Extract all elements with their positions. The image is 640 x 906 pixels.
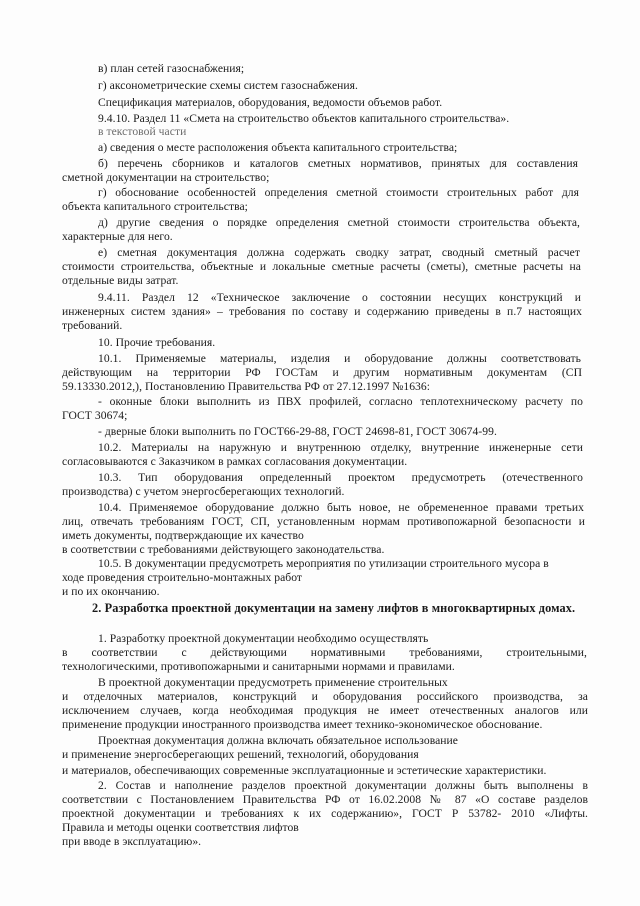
text-line: 10. Прочие требования.	[98, 336, 216, 349]
text-line: 10.1. Применяемые материалы, изделия и оборудование должны соответствовать	[98, 352, 581, 365]
text-line: 2. Состав и наполнение разделов проектной документации должны быть выполнены в	[98, 779, 588, 792]
text-line: 1. Разработку проектной документации необходимо осуществлять	[98, 632, 429, 645]
text-line: и материалов, обеспечивающих современные эксплуатационные и эстетические характеристики.	[62, 764, 547, 777]
text-line: 9.4.11. Раздел 12 «Техническое заключение о состоянии несущих конструкций и	[98, 291, 581, 304]
text-line: а) сведения о месте расположения объекта капитального строительства;	[98, 141, 458, 154]
text-line: и по их окончанию.	[62, 585, 160, 598]
text-line: технологическими, противопожарными и санитарными нормами и правилами.	[62, 660, 455, 673]
text-line: Спецификация материалов, оборудования, ведомости объемов работ.	[98, 96, 443, 109]
text-line: требований.	[62, 319, 123, 332]
text-line: е) сметная документация должна содержать сводку затрат, сводный сметный расчет	[98, 246, 580, 259]
text-line: г) аксонометрические схемы систем газоснабжения.	[98, 79, 358, 92]
text-line: исключением случаев, когда необходимая продукция не имеет отечественных аналогов или	[62, 704, 588, 717]
text-line: отдельные виды затрат.	[62, 274, 179, 287]
text-line: В проектной документации предусмотреть применение строительных	[98, 676, 448, 689]
text-line: 10.4. Применяемое оборудование должно быть новое, не обремененное правами третьих	[98, 501, 584, 514]
text-line: 59.13330.2012,), Постановлению Правительства РФ от 27.12.1997 №1636:	[62, 380, 431, 393]
text-line: стоимости строительства, объектные и локальные сметные расчеты (сметы), сметные расчеты на	[62, 260, 581, 273]
text-line: действующим на территории РФ ГОСТам и другим нормативным документам (СП	[62, 366, 582, 379]
text-line: д) другие сведения о порядке определения сметной стоимости строительства объекта,	[98, 216, 580, 229]
text-line: иметь документы, подтверждающие их качество	[62, 529, 304, 542]
text-line: ходе проведения строительно-монтажных работ	[62, 571, 303, 584]
text-line: в текстовой части	[98, 125, 187, 138]
text-line: ГОСТ 30674;	[62, 409, 128, 422]
text-line: соответствии с Постановлением Правительства РФ от 16.02.2008 № 87 «О составе разделов	[62, 793, 588, 806]
section-heading: 2. Разработка проектной документации на замену лифтов в многоквартирных домах.	[92, 601, 576, 615]
text-line: согласовываются с Заказчиком в рамках согласования документации.	[62, 455, 408, 468]
text-line: - оконные блоки выполнить из ПВХ профилей, согласно теплотехническому расчету по	[98, 395, 583, 408]
text-line: при вводе в эксплуатацию».	[62, 835, 202, 848]
text-line: характерные для него.	[62, 230, 173, 243]
text-line: в соответствии с действующими нормативными требованиями, строительными,	[62, 646, 587, 659]
text-line: г) обоснование особенностей определения сметной стоимости строительных работ для	[98, 186, 579, 199]
text-line: 10.3. Тип оборудования определенный проектом предусмотреть (отечественного	[98, 471, 583, 484]
text-line: лиц, отвечать требованиям ГОСТ, СП, установленным нормам противопожарной безопасности и	[62, 515, 585, 528]
text-line: - дверные блоки выполнить по ГОСТ66-29-88, ГОСТ 24698-81, ГОСТ 30674-99.	[98, 425, 497, 438]
text-line: сметной документации на строительство;	[62, 171, 270, 184]
text-line: 9.4.10. Раздел 11 «Смета на строительство объектов капитального строительства».	[98, 112, 510, 125]
text-line: 10.2. Материалы на наружную и внутреннюю отделку, внутренние инженерные сети	[98, 441, 583, 454]
text-line: б) перечень сборников и каталогов сметных нормативов, принятых для составления	[98, 157, 578, 170]
text-line: в) план сетей газоснабжения;	[98, 62, 245, 75]
text-line: применение продукции иностранного производства имеет технико-экономическое обоснование.	[62, 718, 543, 731]
text-line: инженерных систем здания» – требования по составу и содержанию приведены в п.7 настоящих	[62, 305, 582, 318]
text-line: в соответствии с требованиями действующего законодательства.	[62, 543, 385, 556]
text-line: объекта капитального строительства;	[62, 200, 248, 213]
text-line: проектной документации и требованиях к их содержанию», ГОСТ Р 53782- 2010 «Лифты.	[62, 807, 588, 820]
text-line: и отделочных материалов, конструкций и оборудования российского производства, за	[62, 690, 588, 703]
text-line: Правила и методы оценки соответствия лифтов	[62, 821, 299, 834]
text-line: Проектная документация должна включать обязательное использование	[98, 734, 458, 747]
text-line: производства) с учетом энергосберегающих технологий.	[62, 485, 345, 498]
text-line: и применение энергосберегающих решений, технологий, оборудования	[62, 748, 419, 761]
text-line: 10.5. В документации предусмотреть мероприятия по утилизации строительного мусора в	[98, 557, 549, 570]
